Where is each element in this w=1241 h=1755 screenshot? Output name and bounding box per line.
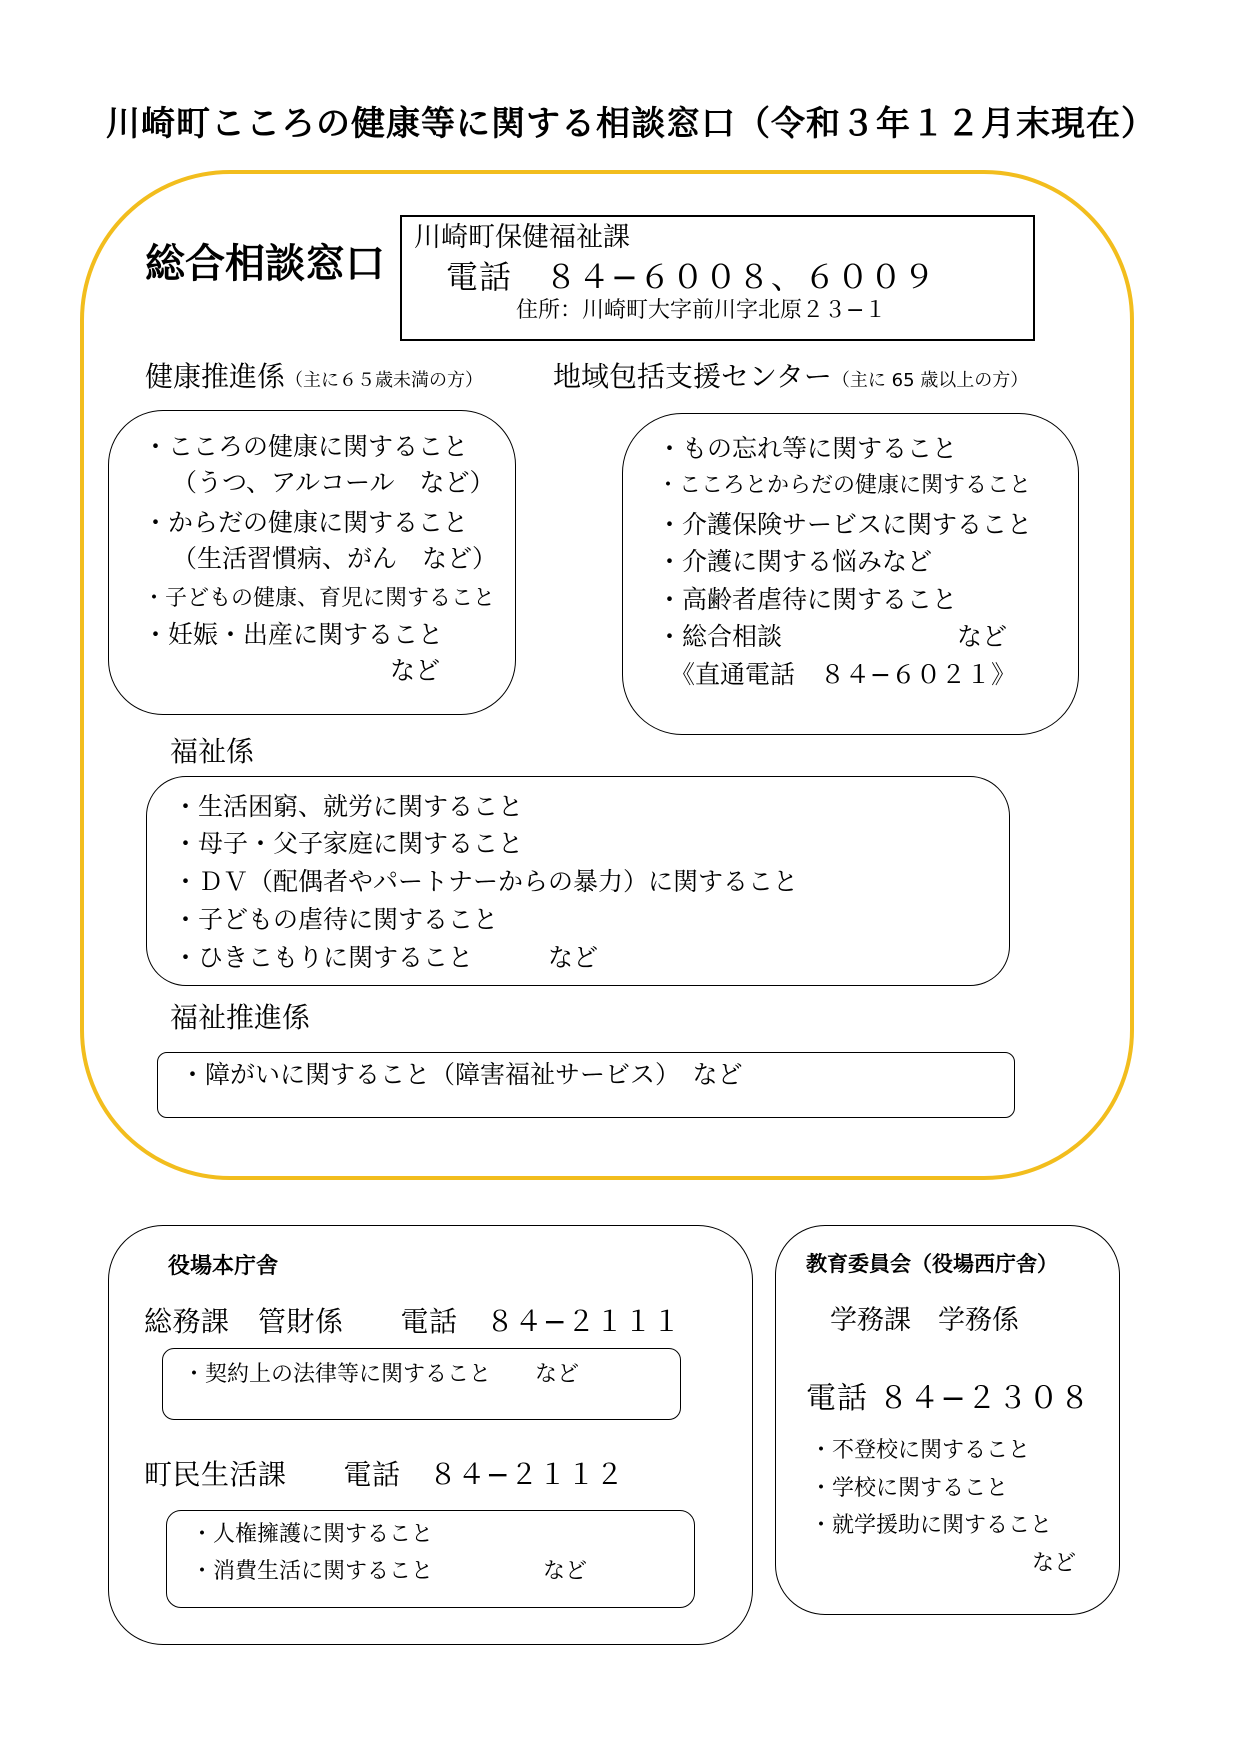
general-phone: 電話 ８４−６００８、６００９ <box>446 258 936 296</box>
list-item: ・学校に関すること <box>810 1476 1009 1501</box>
welfare-heading: 福祉係 <box>170 735 255 768</box>
community-direct-phone: 《直通電話 ８４−６０２１》 <box>670 660 1016 689</box>
list-item: ・消費生活に関すること など <box>191 1559 588 1584</box>
education-heading: 教育委員会（役場西庁舎） <box>806 1252 1058 1276</box>
list-item: ・母子・父子家庭に関すること <box>173 829 524 858</box>
general-consultation-heading: 総合相談窓口 <box>145 241 385 287</box>
list-item: ・契約上の法律等に関すること など <box>183 1362 580 1387</box>
list-item: など <box>1032 1551 1077 1576</box>
list-item: ・介護に関する悩みなど <box>657 547 933 576</box>
list-item: ・こころとからだの健康に関すること <box>657 473 1032 498</box>
community-note: （主に 65 歳以上の方） <box>831 370 1029 391</box>
community-heading-line <box>553 360 1028 394</box>
list-item: ・ＤＶ（配偶者やパートナーからの暴力）に関すること <box>173 867 799 896</box>
list-item: ・妊娠・出産に関すること <box>143 620 444 649</box>
list-item: ・もの忘れ等に関すること <box>657 434 958 463</box>
page-title: 川崎町こころの健康等に関する相談窓口（令和３年１２月末現在） <box>106 104 1156 144</box>
list-item: ・高齢者虐待に関すること <box>657 585 958 614</box>
list-item: ・からだの健康に関すること <box>143 508 469 537</box>
town-hall-heading: 役場本庁舎 <box>168 1254 279 1279</box>
list-item: ・障がいに関すること（障害福祉サービス） など <box>180 1060 743 1089</box>
education-phone: 電話 ８４−２３０８ <box>806 1381 1091 1416</box>
list-item: （うつ、アルコール など） <box>172 468 495 497</box>
list-item: ・介護保険サービスに関すること <box>657 510 1033 539</box>
list-item: ・就学援助に関すること <box>810 1513 1053 1538</box>
list-item: ・子どもの虐待に関すること <box>173 905 499 934</box>
education-section: 学務課 学務係 <box>830 1305 1019 1336</box>
list-item: ・こころの健康に関すること <box>143 432 469 461</box>
list-item: など <box>390 656 441 685</box>
list-item: ・子どもの健康、育児に関すること <box>143 586 496 611</box>
list-item: ・人権擁護に関すること <box>191 1522 434 1547</box>
community-heading: 地域包括支援センター <box>553 360 832 393</box>
list-item: ・ひきこもりに関すること など <box>173 943 599 972</box>
list-item: （生活習慣病、がん など） <box>172 544 498 573</box>
health-heading-line <box>145 360 483 394</box>
welfare-promo-heading: 福祉推進係 <box>170 1001 311 1034</box>
list-item: ・総合相談 など <box>657 622 1008 651</box>
general-address: 住所：川崎町大字前川字北原２３−１ <box>516 298 887 323</box>
list-item: ・不登校に関すること <box>810 1438 1031 1463</box>
general-dept: 川崎町保健福祉課 <box>414 222 630 253</box>
list-item: ・生活困窮、就労に関すること <box>173 792 524 821</box>
health-heading: 健康推進係 <box>145 360 286 393</box>
residents-line: 町民生活課 電話 ８４−２１１２ <box>144 1458 624 1491</box>
health-note: （主に６５歳未満の方） <box>285 370 484 391</box>
general-affairs-line: 総務課 管財係 電話 ８４−２１１１ <box>144 1305 681 1338</box>
